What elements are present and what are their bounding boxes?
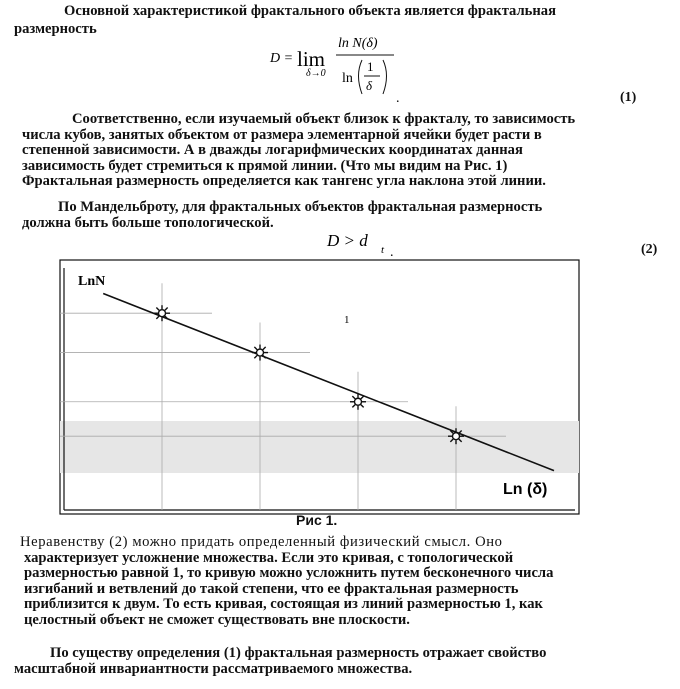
text-line: По Мандельброту, для фрактальных объектов фрактальная размерность bbox=[58, 199, 543, 215]
formula-dot: . bbox=[396, 91, 400, 106]
formula-inequality bbox=[325, 226, 445, 262]
formula-denominator-ln: ln bbox=[342, 71, 353, 86]
text-line: Фрактальная размерность определяется как тангенс угла наклона этой линии. bbox=[22, 173, 546, 190]
text-line: изгибаний и ветвлений до такой степени, что ее фрактальная размерность bbox=[24, 580, 519, 597]
text-line: Неравенству (2) можно придать определенный физический смысл. Оно bbox=[20, 534, 503, 550]
text-line: Соответственно, если изучаемый объект близок к фракталу, то зависимость bbox=[72, 111, 576, 127]
text-line: Основной характеристикой фрактального объекта является фрактальная bbox=[64, 3, 556, 19]
inequality-subscript: t bbox=[381, 244, 385, 256]
y-axis-label: LnN bbox=[78, 274, 106, 289]
right-paren bbox=[383, 60, 387, 94]
figure-loglog-chart bbox=[0, 258, 680, 518]
text-line: По существу определения (1) фрактальная размерность отражает свойство bbox=[50, 645, 547, 661]
text-line: размерность bbox=[14, 20, 97, 37]
text-line: приблизится к двум. То есть кривая, состоящая из линий размерностью 1, как bbox=[24, 596, 543, 613]
text-line: числа кубов, занятых объектом от размера элементарной ячейки будет расти в bbox=[22, 126, 542, 143]
formula-numerator: ln N(δ) bbox=[338, 36, 378, 51]
text-line: характеризует усложнение множества. Если это кривая, с топологической bbox=[24, 549, 514, 566]
inner-fraction-den: δ bbox=[366, 78, 373, 93]
formula-lhs: D = bbox=[270, 51, 294, 66]
guide-lines bbox=[60, 283, 506, 510]
text-line: зависимость будет стремиться к прямой линии. (Что мы видим на Рис. 1) bbox=[22, 157, 508, 174]
paragraph-dependence bbox=[22, 112, 666, 190]
text-line: должна быть больше топологической. bbox=[22, 214, 274, 231]
data-point-star bbox=[350, 394, 366, 410]
text-line: степенной зависимости. А в дважды логарифмических координатах данная bbox=[22, 142, 523, 159]
shaded-band bbox=[60, 421, 579, 473]
text-line: размерностью равной 1, то кривую можно усложнить путем бесконечного числа bbox=[24, 565, 554, 582]
x-axis-label: Ln (δ) bbox=[503, 481, 548, 498]
left-paren bbox=[359, 60, 363, 94]
equation-number-2: (2) bbox=[641, 242, 658, 257]
formula-lim: lim bbox=[297, 47, 326, 71]
text-line: целостный объект не сможет существовать вне плоскости. bbox=[24, 611, 410, 628]
inner-fraction-num: 1 bbox=[367, 59, 374, 74]
annotation-label: 1 bbox=[344, 314, 350, 326]
data-point-star bbox=[448, 428, 464, 444]
text-line: масштабной инвариантности рассматриваемого множества. bbox=[14, 660, 413, 677]
inequality-dot: . bbox=[390, 245, 394, 260]
equation-number-1: (1) bbox=[620, 90, 637, 105]
paragraph-conclusion bbox=[14, 646, 666, 677]
inequality-text: D > d bbox=[327, 231, 368, 250]
data-point-star bbox=[154, 305, 170, 321]
figure-caption: Рис 1. bbox=[296, 512, 338, 528]
formula-lim-subscript: δ→0 bbox=[306, 68, 326, 79]
data-point-star bbox=[252, 345, 268, 361]
paragraph-physical-meaning bbox=[20, 535, 666, 629]
figure-frame bbox=[60, 260, 579, 514]
